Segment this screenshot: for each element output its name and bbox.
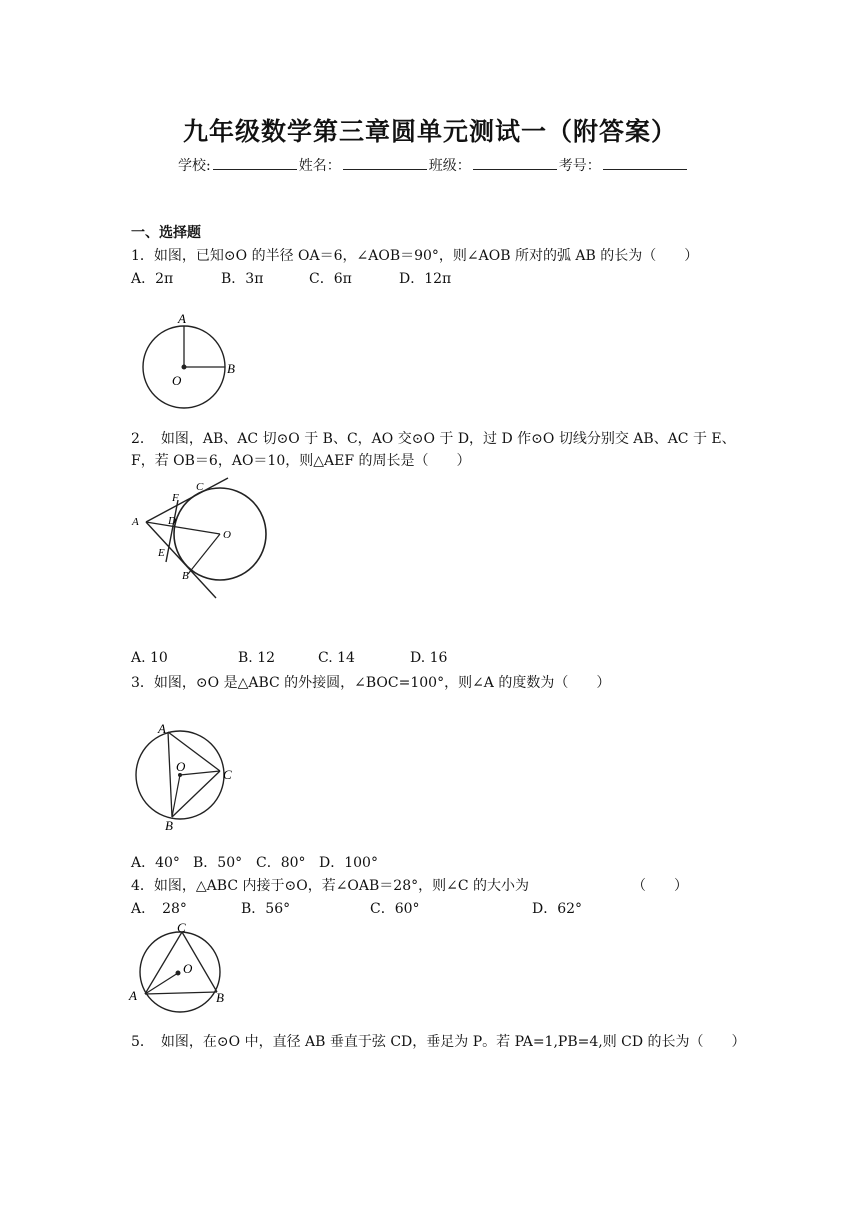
q3-label-a: A xyxy=(158,721,166,736)
q3-figure xyxy=(130,716,250,836)
question-3-options xyxy=(131,852,378,872)
student-info-line xyxy=(178,155,689,175)
question-3-text: 3．如图，⊙O 是△ABC 的外接圆，∠BOC=100°，则∠A 的度数为（ ） xyxy=(131,675,611,691)
q1-label-a: A xyxy=(178,311,186,326)
q4-option-d: D．62° xyxy=(532,901,583,917)
q3-option-d: D．100° xyxy=(319,855,378,871)
question-4-paren: （ ） xyxy=(632,878,688,894)
question-2-text-line1: 2． 如图，AB、AC 切⊙O 于 B、C，AO 交⊙O 于 D，过 D 作⊙O 切线分别交 AB、AC 于 E、 xyxy=(131,431,736,447)
class-blank xyxy=(473,157,557,170)
q1-option-d: D．12π xyxy=(399,271,452,287)
q2-label-d: D xyxy=(168,515,176,527)
q4-label-b: B xyxy=(216,990,224,1005)
school-blank xyxy=(213,157,297,170)
q2-option-d: D. 16 xyxy=(410,650,448,666)
question-2-text-line2: F，若 OB＝6，AO＝10，则△AEF 的周长是（ ） xyxy=(131,453,471,469)
q2-figure xyxy=(128,472,273,632)
name-blank xyxy=(343,157,427,170)
q3-option-a: A．40° xyxy=(131,855,180,871)
exam-no-blank xyxy=(603,157,687,170)
exam-no-label: 考号： xyxy=(558,158,601,174)
q4-option-b: B．56° xyxy=(241,901,291,917)
question-4-options xyxy=(131,898,582,918)
q4-label-c: C xyxy=(177,920,186,935)
section-heading: 一、选择题 xyxy=(131,225,201,241)
q3-option-c: C．80° xyxy=(256,855,306,871)
q2-option-b: B. 12 xyxy=(238,650,276,666)
question-4-text: 4．如图，△ABC 内接于⊙O，若∠OAB＝28°，则∠C 的大小为 xyxy=(131,878,530,894)
q2-label-f: F xyxy=(172,492,179,504)
q2-label-e: E xyxy=(158,547,165,559)
q1-option-c: C．6π xyxy=(309,271,352,287)
page-title: 九年级数学第三章圆单元测试一（附答案） xyxy=(182,117,677,146)
q2-label-b: B xyxy=(182,570,189,582)
q4-label-a: A xyxy=(129,988,137,1003)
q1-label-b: B xyxy=(227,361,235,376)
q2-label-a: A xyxy=(132,516,139,528)
school-label: 学校: xyxy=(178,158,211,174)
q4-option-c: C．60° xyxy=(370,901,420,917)
q2-label-o: O xyxy=(223,529,231,541)
q3-label-o: O xyxy=(176,759,186,774)
q4-label-o: O xyxy=(183,961,193,976)
name-label: 姓名： xyxy=(298,158,341,174)
q4-figure xyxy=(126,920,246,1015)
q1-option-b: B．3π xyxy=(221,271,264,287)
q2-label-c: C xyxy=(196,481,204,493)
question-1-options xyxy=(131,268,451,288)
question-1-text: 1．如图，已知⊙O 的半径 OA＝6，∠AOB＝90°，则∠AOB 所对的弧 AB 的长为（ ） xyxy=(131,248,699,264)
q2-option-a: A. 10 xyxy=(131,650,168,666)
question-5-text: 5． 如图，在⊙O 中，直径 AB 垂直于弦 CD，垂足为 P。若 PA=1,PB=4,则 CD 的长为（ ） xyxy=(131,1034,746,1050)
q2-option-c: C. 14 xyxy=(318,650,355,666)
class-label: 班级： xyxy=(428,158,471,174)
q3-option-b: B．50° xyxy=(193,855,243,871)
q4-option-a: A． 28° xyxy=(131,901,187,917)
q1-label-o: O xyxy=(172,373,182,388)
q1-option-a: A．2π xyxy=(131,271,174,287)
q3-label-b: B xyxy=(165,818,173,833)
q1-figure xyxy=(135,306,255,416)
question-2-options xyxy=(131,650,447,666)
q3-label-c: C xyxy=(223,767,232,782)
